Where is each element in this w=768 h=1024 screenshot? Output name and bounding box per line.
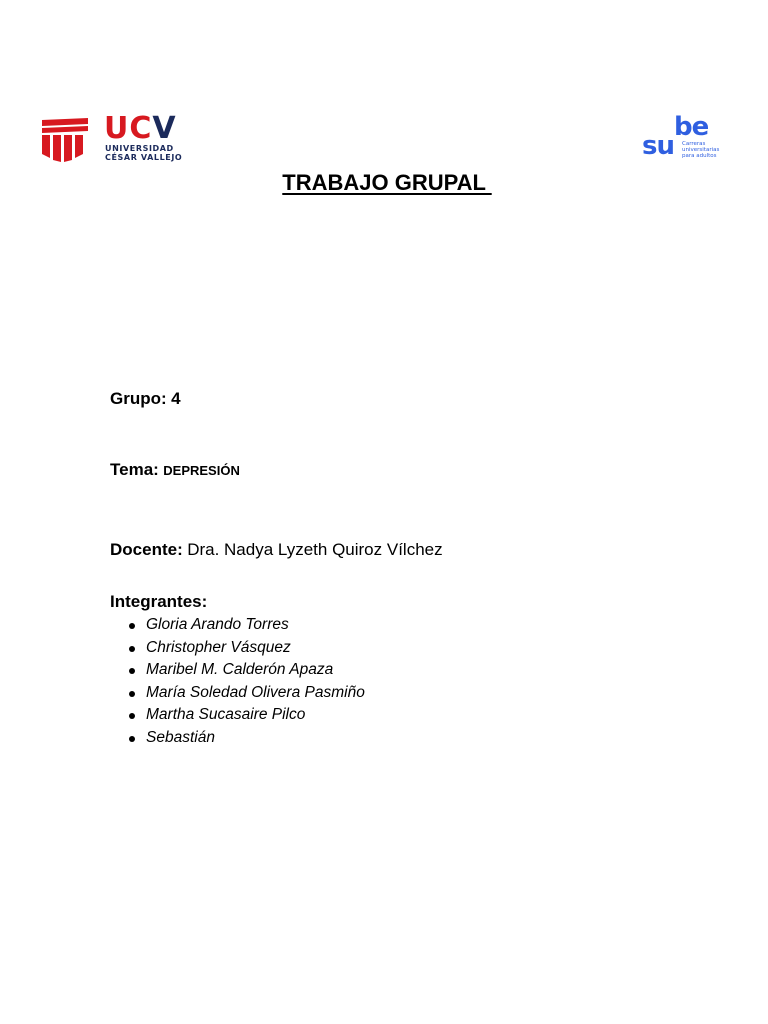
member-name: Christopher Vásquez [146, 638, 291, 656]
member-name: María Soledad Olivera Pasmiño [146, 683, 365, 701]
sube-tagline-line: universitarias [682, 147, 720, 153]
docente-field [110, 540, 443, 560]
tema-label: Tema: [110, 460, 159, 479]
sube-su-text: su [642, 131, 674, 161]
tema-value: DEPRESIÓN [163, 463, 240, 478]
sube-tagline-line: para adultos [682, 153, 717, 159]
docente-label: Docente: [110, 540, 183, 559]
members-list [127, 614, 365, 750]
list-item [127, 659, 365, 682]
list-item [127, 704, 365, 727]
list-item [127, 727, 365, 750]
sube-tagline [682, 141, 722, 159]
bullet-icon [129, 668, 135, 674]
bullet-icon [129, 736, 135, 742]
sube-tagline-line: Carreras [682, 141, 706, 147]
ucv-line1: UNIVERSIDAD [105, 144, 174, 153]
grupo-label: Grupo: [110, 389, 167, 408]
grupo-value: 4 [171, 389, 181, 408]
ucv-emblem-icon [28, 104, 98, 176]
bullet-icon [129, 691, 135, 697]
member-name: Maribel M. Calderón Apaza [146, 661, 334, 679]
list-item [127, 682, 365, 705]
ucv-letter-v: V [152, 111, 177, 146]
bullet-icon [129, 713, 135, 719]
ucv-line2: CÉSAR VALLEJO [105, 153, 183, 162]
member-name: Martha Sucasaire Pilco [146, 706, 306, 724]
sube-logo [640, 112, 720, 162]
document-title: TRABAJO GRUPAL [282, 170, 492, 195]
grupo-field [110, 389, 181, 409]
ucv-wordmark [104, 111, 177, 146]
ucv-letters-uc: UC [104, 111, 153, 146]
list-item [127, 614, 365, 637]
sube-be-text: be [674, 112, 709, 142]
list-item [127, 637, 365, 660]
tema-field [110, 460, 240, 480]
docente-value: Dra. Nadya Lyzeth Quiroz Vílchez [187, 540, 443, 559]
ucv-logo [28, 104, 200, 176]
member-name: Gloria Arando Torres [146, 616, 289, 633]
bullet-icon [129, 623, 135, 629]
bullet-icon [129, 646, 135, 652]
integrantes-label: Integrantes: [110, 592, 208, 611]
member-name: Sebastián [146, 728, 215, 746]
